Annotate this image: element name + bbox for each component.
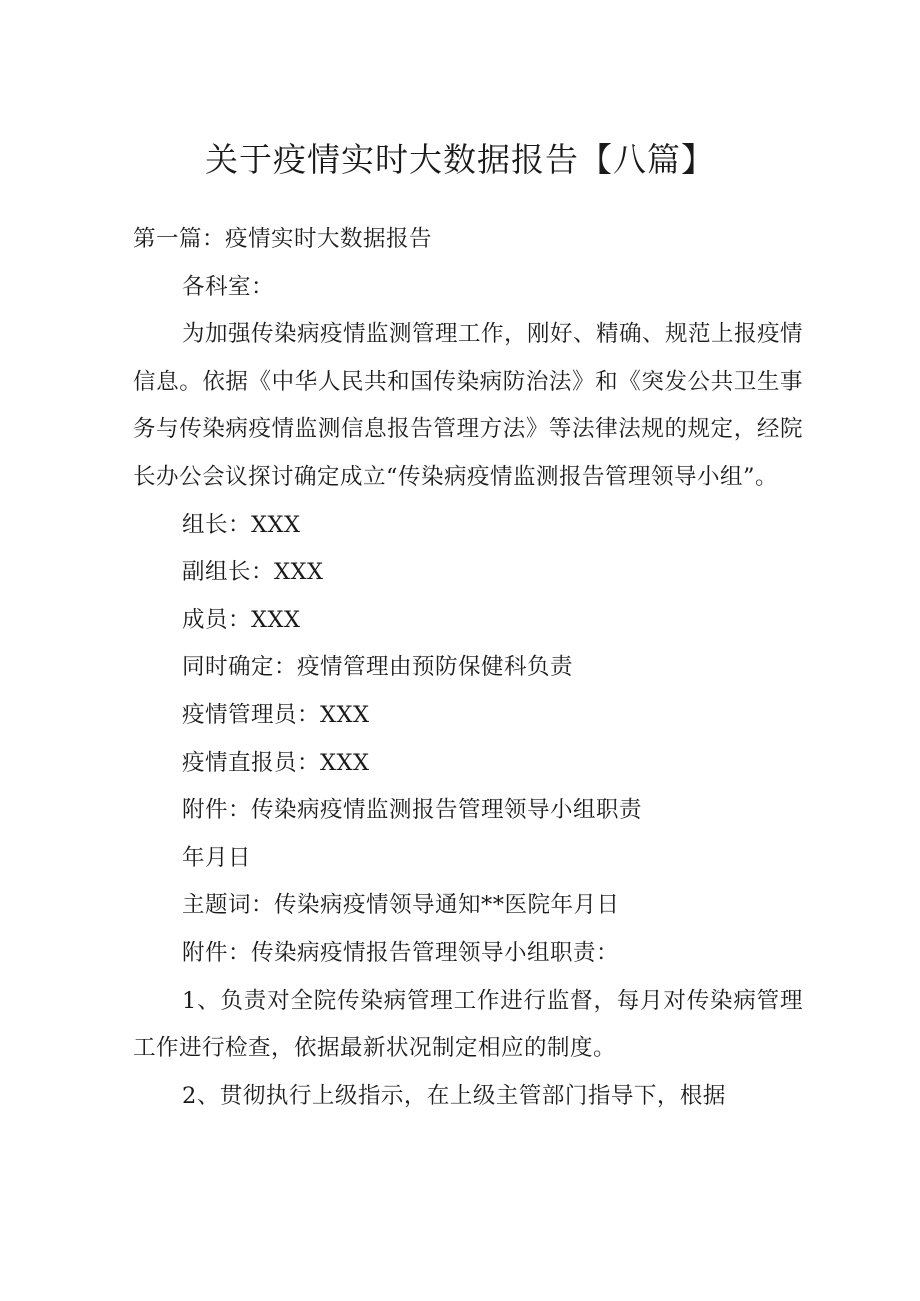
date-line: 年月日 <box>182 844 252 871</box>
responsibility-line: 同时确定：疫情管理由预防保健科负责 <box>182 654 574 681</box>
subject-words-line: 主题词：传染病疫情领导通知**医院年月日 <box>182 892 620 919</box>
salutation: 各科室： <box>182 273 275 300</box>
attachment-line: 附件：传染病疫情监测报告管理领导小组职责 <box>182 797 643 824</box>
intro-paragraph: 为加强传染病疫情监测管理工作，刚好、精确、规范上报疫情信息。依据《中华人民共和国传染病防治法》和《突发公共卫生事务与传染病疫情监测信息报告管理方法》等法律法规的规定，经院长办公会议探讨确定成立“传染病疫情监测报告管理领导小组”。 <box>133 321 804 490</box>
deputy-leader-line: 副组长：XXX <box>182 559 324 586</box>
duty-item-1: 1、负责对全院传染病管理工作进行监督，每月对传染病管理工作进行检查，依据最新状况制定相应的制度。 <box>133 987 803 1062</box>
duty-item-2: 2、贯彻执行上级指示，在上级主管部门指导下，根据 <box>182 1082 726 1109</box>
attachment-duties-heading: 附件：传染病疫情报告管理领导小组职责： <box>182 939 620 966</box>
direct-reporter-line: 疫情直报员：XXX <box>182 749 370 776</box>
document-body <box>133 216 803 1120</box>
document-title: 关于疫情实时大数据报告【八篇】 <box>205 140 715 179</box>
group-leader-line: 组长：XXX <box>182 511 301 538</box>
epidemic-manager-line: 疫情管理员：XXX <box>182 701 370 728</box>
members-line: 成员：XXX <box>182 606 301 633</box>
section-heading: 第一篇：疫情实时大数据报告 <box>133 226 433 252</box>
